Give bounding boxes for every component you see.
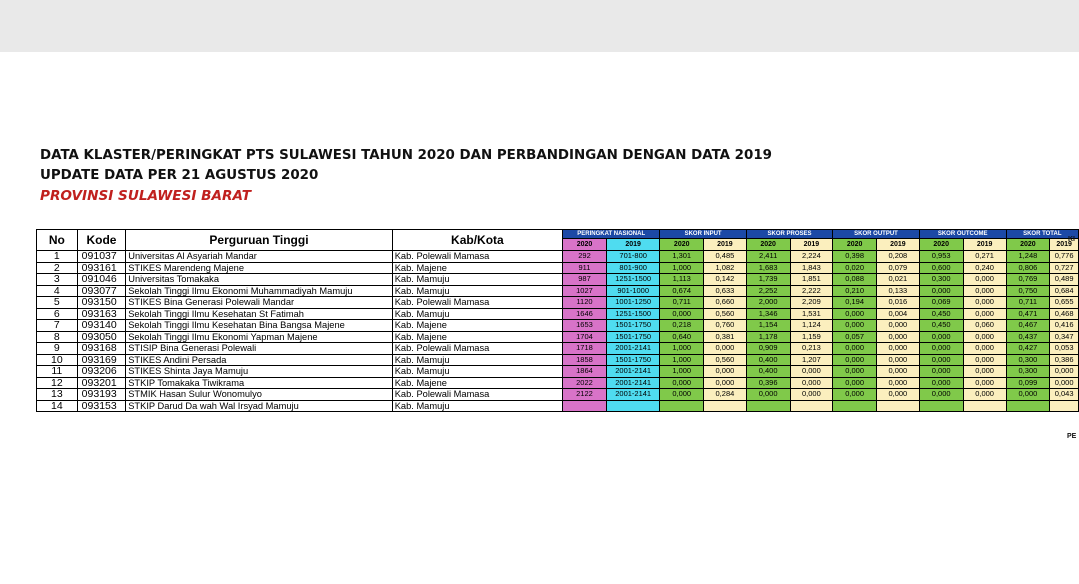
col-no-header: No <box>37 230 78 251</box>
cell-kode: 093140 <box>77 320 126 332</box>
cell-oc2020: 0,000 <box>919 377 963 389</box>
update-date: UPDATE DATA PER 21 AGUSTUS 2020 <box>40 168 319 183</box>
cell-tot2020: 0,467 <box>1006 320 1050 332</box>
cell-pr2019 <box>790 400 833 412</box>
cell-pr2020: 1,739 <box>746 274 790 286</box>
cell-rank2020: 2022 <box>563 377 607 389</box>
cell-kode: 093050 <box>77 331 126 343</box>
cell-rank2020: 1027 <box>563 285 607 297</box>
cell-oc2020: 0,600 <box>919 262 963 274</box>
cell-tot2020: 0,769 <box>1006 274 1050 286</box>
cell-in2020: 1,301 <box>660 251 704 263</box>
cell-out2019: 0,079 <box>876 262 919 274</box>
table-row <box>37 366 1079 378</box>
cell-pr2019: 2,224 <box>790 251 833 263</box>
cell-out2020: 0,000 <box>833 389 877 401</box>
cell-pt: Universitas Al Asyariah Mandar <box>126 251 393 263</box>
year-header-2019: 2019 <box>1050 239 1079 251</box>
cell-pt: Sekolah Tinggi Ilmu Kesehatan St Fatimah <box>126 308 393 320</box>
cell-oc2020: 0,953 <box>919 251 963 263</box>
cell-out2019: 0,000 <box>876 354 919 366</box>
cell-tot2020: 0,300 <box>1006 366 1050 378</box>
cell-in2019: 0,633 <box>704 285 747 297</box>
cell-no: 4 <box>37 285 78 297</box>
cell-oc2020: 0,450 <box>919 308 963 320</box>
cell-out2020: 0,000 <box>833 354 877 366</box>
document-title: DATA KLASTER/PERINGKAT PTS SULAWESI TAHUN 2020 DAN PERBANDINGAN DENGAN DATA 2019 <box>40 148 772 163</box>
cell-pt: STIKES Marendeng Majene <box>126 262 393 274</box>
cell-rank2019: 1501-1750 <box>606 331 659 343</box>
table-row <box>37 285 1079 297</box>
cell-oc2019: 0,000 <box>963 331 1006 343</box>
cell-rank2019: 1501-1750 <box>606 320 659 332</box>
cell-oc2020: 0,069 <box>919 297 963 309</box>
cell-rank2019 <box>606 400 659 412</box>
cell-in2020: 1,000 <box>660 262 704 274</box>
cell-kab: Kab. Majene <box>392 331 562 343</box>
cell-rank2020: 1120 <box>563 297 607 309</box>
cell-out2020: 0,398 <box>833 251 877 263</box>
cell-kode: 091046 <box>77 274 126 286</box>
table-row <box>37 308 1079 320</box>
col-pt-header: Perguruan Tinggi <box>126 230 393 251</box>
cell-pr2020: 1,154 <box>746 320 790 332</box>
cell-in2019: 0,284 <box>704 389 747 401</box>
top-bar <box>0 0 1079 52</box>
cell-no: 5 <box>37 297 78 309</box>
group-header-peringkat: PERINGKAT NASIONAL <box>563 230 660 239</box>
cell-oc2020: 0,000 <box>919 354 963 366</box>
year-header-2019: 2019 <box>704 239 747 251</box>
cell-out2019: 0,000 <box>876 320 919 332</box>
cell-tot2020: 0,806 <box>1006 262 1050 274</box>
cell-out2020: 0,000 <box>833 377 877 389</box>
cell-rank2020: 1864 <box>563 366 607 378</box>
cell-no: 7 <box>37 320 78 332</box>
cell-kab: Kab. Mamuju <box>392 354 562 366</box>
cell-in2019: 0,560 <box>704 308 747 320</box>
cell-tot2020: 0,300 <box>1006 354 1050 366</box>
cell-tot2019: 0,489 <box>1050 274 1079 286</box>
cell-pr2019: 1,531 <box>790 308 833 320</box>
cell-oc2019: 0,000 <box>963 308 1006 320</box>
group-header-total: SKOR TOTAL <box>1006 230 1078 239</box>
cell-no: 6 <box>37 308 78 320</box>
table-row <box>37 320 1079 332</box>
document-title-block <box>40 146 772 206</box>
cell-rank2020: 911 <box>563 262 607 274</box>
cell-out2019: 0,021 <box>876 274 919 286</box>
year-header-2020: 2020 <box>1006 239 1050 251</box>
cell-tot2019: 0,684 <box>1050 285 1079 297</box>
cell-out2019: 0,000 <box>876 389 919 401</box>
cell-tot2020: 0,437 <box>1006 331 1050 343</box>
cell-out2020: 0,210 <box>833 285 877 297</box>
cell-pr2019: 1,843 <box>790 262 833 274</box>
cell-rank2020: 1858 <box>563 354 607 366</box>
year-header-2020: 2020 <box>746 239 790 251</box>
cell-in2019: 0,381 <box>704 331 747 343</box>
cell-pt: STIKES Andini Persada <box>126 354 393 366</box>
cell-pr2020: 0,400 <box>746 354 790 366</box>
cell-kode: 093161 <box>77 262 126 274</box>
group-header-outcome: SKOR OUTCOME <box>919 230 1006 239</box>
cell-out2020: 0,194 <box>833 297 877 309</box>
cell-oc2019: 0,000 <box>963 354 1006 366</box>
cell-in2019: 0,485 <box>704 251 747 263</box>
cell-oc2020: 0,000 <box>919 366 963 378</box>
cell-pr2019: 0,000 <box>790 377 833 389</box>
cell-pr2019: 1,207 <box>790 354 833 366</box>
cell-pr2019: 1,159 <box>790 331 833 343</box>
year-header-2020: 2020 <box>563 239 607 251</box>
cell-kode: 093206 <box>77 366 126 378</box>
cell-in2019: 0,760 <box>704 320 747 332</box>
cell-no: 10 <box>37 354 78 366</box>
cell-out2019: 0,000 <box>876 366 919 378</box>
table-row <box>37 354 1079 366</box>
cell-out2019 <box>876 400 919 412</box>
table-row <box>37 297 1079 309</box>
cell-tot2019: 0,347 <box>1050 331 1079 343</box>
cell-tot2020: 1,248 <box>1006 251 1050 263</box>
cell-kab: Kab. Majene <box>392 320 562 332</box>
table-row <box>37 389 1079 401</box>
cell-oc2019: 0,000 <box>963 366 1006 378</box>
cell-oc2019 <box>963 400 1006 412</box>
table-row <box>37 274 1079 286</box>
cell-rank2020 <box>563 400 607 412</box>
cell-kab: Kab. Mamuju <box>392 285 562 297</box>
cell-in2020: 1,000 <box>660 354 704 366</box>
cell-no: 13 <box>37 389 78 401</box>
cell-pr2020: 2,000 <box>746 297 790 309</box>
cell-pr2020: 1,178 <box>746 331 790 343</box>
cell-no: 12 <box>37 377 78 389</box>
cell-out2020: 0,000 <box>833 320 877 332</box>
cell-in2019: 1,082 <box>704 262 747 274</box>
cell-out2019: 0,000 <box>876 331 919 343</box>
cell-oc2019: 0,060 <box>963 320 1006 332</box>
cell-kab: Kab. Mamuju <box>392 366 562 378</box>
cell-no: 2 <box>37 262 78 274</box>
cell-rank2019: 801-900 <box>606 262 659 274</box>
cell-oc2020: 0,300 <box>919 274 963 286</box>
cut-off-header-text: KI <box>1068 236 1075 243</box>
cell-kab: Kab. Mamuju <box>392 308 562 320</box>
cell-kode: 093201 <box>77 377 126 389</box>
cell-pt: Universitas Tomakaka <box>126 274 393 286</box>
cell-oc2019: 0,240 <box>963 262 1006 274</box>
cell-tot2019: 0,053 <box>1050 343 1079 355</box>
year-header-2019: 2019 <box>963 239 1006 251</box>
cell-out2020: 0,088 <box>833 274 877 286</box>
cell-in2019: 0,000 <box>704 366 747 378</box>
cell-in2020: 0,000 <box>660 308 704 320</box>
cell-kab: Kab. Polewali Mamasa <box>392 343 562 355</box>
cell-kode: 093193 <box>77 389 126 401</box>
cell-in2020: 1,000 <box>660 366 704 378</box>
header-row-groups <box>37 230 1079 239</box>
cell-in2019: 0,660 <box>704 297 747 309</box>
col-kode-header: Kode <box>77 230 126 251</box>
year-header-2020: 2020 <box>833 239 877 251</box>
cell-no: 8 <box>37 331 78 343</box>
cell-in2020: 0,000 <box>660 389 704 401</box>
cell-oc2020: 0,450 <box>919 320 963 332</box>
cell-out2020: 0,000 <box>833 366 877 378</box>
cell-tot2019: 0,000 <box>1050 366 1079 378</box>
cell-no: 11 <box>37 366 78 378</box>
cell-pt: Sekolah Tinggi Ilmu Ekonomi Muhammadiyah Mamuju <box>126 285 393 297</box>
cell-rank2020: 1718 <box>563 343 607 355</box>
cell-rank2019: 2001-2141 <box>606 366 659 378</box>
year-header-2020: 2020 <box>660 239 704 251</box>
cell-tot2019: 0,655 <box>1050 297 1079 309</box>
cell-rank2020: 987 <box>563 274 607 286</box>
cell-in2020: 1,000 <box>660 343 704 355</box>
cell-tot2019: 0,776 <box>1050 251 1079 263</box>
cell-pr2020: 0,396 <box>746 377 790 389</box>
table-row <box>37 343 1079 355</box>
province-name: PROVINSI SULAWESI BARAT <box>40 188 252 204</box>
cell-out2020: 0,000 <box>833 308 877 320</box>
cell-pr2019: 0,000 <box>790 366 833 378</box>
cell-pr2020: 0,909 <box>746 343 790 355</box>
cell-no: 3 <box>37 274 78 286</box>
cell-rank2020: 2122 <box>563 389 607 401</box>
table-row <box>37 400 1079 412</box>
cell-oc2019: 0,000 <box>963 389 1006 401</box>
cell-tot2019: 0,727 <box>1050 262 1079 274</box>
cell-pr2020: 1,683 <box>746 262 790 274</box>
cell-kode: 093168 <box>77 343 126 355</box>
cell-pt: STIKES Bina Generasi Polewali Mandar <box>126 297 393 309</box>
cell-in2019: 0,560 <box>704 354 747 366</box>
cell-out2019: 0,000 <box>876 377 919 389</box>
cell-out2019: 0,133 <box>876 285 919 297</box>
cell-rank2019: 901-1000 <box>606 285 659 297</box>
cell-tot2020: 0,750 <box>1006 285 1050 297</box>
cell-out2019: 0,000 <box>876 343 919 355</box>
cell-kab: Kab. Mamuju <box>392 400 562 412</box>
cell-kode: 093169 <box>77 354 126 366</box>
cell-kode: 093077 <box>77 285 126 297</box>
cell-out2020: 0,000 <box>833 343 877 355</box>
ranking-table <box>36 229 1079 412</box>
cell-rank2019: 1001-1250 <box>606 297 659 309</box>
cell-oc2020: 0,000 <box>919 389 963 401</box>
cut-off-row-text: PE <box>1067 433 1077 440</box>
cell-pr2020: 0,000 <box>746 389 790 401</box>
cell-rank2019: 1501-1750 <box>606 354 659 366</box>
cell-oc2020: 0,000 <box>919 285 963 297</box>
group-header-output: SKOR OUTPUT <box>833 230 919 239</box>
cell-pr2020: 2,411 <box>746 251 790 263</box>
cell-pr2019: 2,209 <box>790 297 833 309</box>
cell-rank2020: 1704 <box>563 331 607 343</box>
year-header-2019: 2019 <box>606 239 659 251</box>
cell-out2020: 0,020 <box>833 262 877 274</box>
cell-rank2019: 1251-1500 <box>606 274 659 286</box>
cell-rank2019: 2001-2141 <box>606 389 659 401</box>
cell-out2019: 0,004 <box>876 308 919 320</box>
cell-tot2019: 0,416 <box>1050 320 1079 332</box>
cell-tot2019 <box>1050 400 1079 412</box>
cell-kab: Kab. Majene <box>392 377 562 389</box>
cell-rank2020: 292 <box>563 251 607 263</box>
cell-no: 14 <box>37 400 78 412</box>
table-body <box>37 251 1079 412</box>
cell-oc2020: 0,000 <box>919 331 963 343</box>
cell-kode: 091037 <box>77 251 126 263</box>
group-header-proses: SKOR PROSES <box>746 230 832 239</box>
cell-tot2019: 0,000 <box>1050 377 1079 389</box>
cell-kab: Kab. Polewali Mamasa <box>392 251 562 263</box>
year-header-2020: 2020 <box>919 239 963 251</box>
cell-in2020: 0,218 <box>660 320 704 332</box>
cell-pr2019: 2,222 <box>790 285 833 297</box>
cell-in2020: 0,640 <box>660 331 704 343</box>
cell-pt: Sekolah Tinggi Ilmu Ekonomi Yapman Majene <box>126 331 393 343</box>
cell-tot2019: 0,043 <box>1050 389 1079 401</box>
cell-pt: Sekolah Tinggi Ilmu Kesehatan Bina Bangsa Majene <box>126 320 393 332</box>
cell-kode: 093150 <box>77 297 126 309</box>
cell-no: 1 <box>37 251 78 263</box>
cell-in2020: 1,113 <box>660 274 704 286</box>
cell-in2019: 0,000 <box>704 377 747 389</box>
cell-pr2019: 0,213 <box>790 343 833 355</box>
cell-in2019: 0,000 <box>704 343 747 355</box>
cell-oc2019: 0,000 <box>963 297 1006 309</box>
cell-pr2019: 1,851 <box>790 274 833 286</box>
cell-pt: STKIP Darud Da wah Wal Irsyad Mamuju <box>126 400 393 412</box>
cell-oc2019: 0,000 <box>963 343 1006 355</box>
table-row <box>37 377 1079 389</box>
cell-rank2019: 2001-2141 <box>606 343 659 355</box>
cell-oc2019: 0,000 <box>963 274 1006 286</box>
cell-pt: STIKES Shinta Jaya Mamuju <box>126 366 393 378</box>
cell-rank2019: 701-800 <box>606 251 659 263</box>
cell-tot2019: 0,386 <box>1050 354 1079 366</box>
group-header-input: SKOR INPUT <box>660 230 746 239</box>
cell-rank2020: 1653 <box>563 320 607 332</box>
cell-kab: Kab. Polewali Mamasa <box>392 297 562 309</box>
cell-tot2020: 0,711 <box>1006 297 1050 309</box>
cell-rank2019: 2001-2141 <box>606 377 659 389</box>
cell-in2020: 0,711 <box>660 297 704 309</box>
cell-pr2020: 1,346 <box>746 308 790 320</box>
col-kab-header: Kab/Kota <box>392 230 562 251</box>
cell-tot2020 <box>1006 400 1050 412</box>
cell-tot2019: 0,468 <box>1050 308 1079 320</box>
cell-oc2020 <box>919 400 963 412</box>
cell-kab: Kab. Polewali Mamasa <box>392 389 562 401</box>
cell-out2020: 0,057 <box>833 331 877 343</box>
cell-out2019: 0,208 <box>876 251 919 263</box>
cell-in2020: 0,000 <box>660 377 704 389</box>
cell-tot2020: 0,471 <box>1006 308 1050 320</box>
cell-no: 9 <box>37 343 78 355</box>
cell-oc2019: 0,000 <box>963 285 1006 297</box>
cell-pt: STMIK Hasan Sulur Wonomulyo <box>126 389 393 401</box>
cell-oc2020: 0,000 <box>919 343 963 355</box>
cell-pr2019: 0,000 <box>790 389 833 401</box>
cell-rank2020: 1646 <box>563 308 607 320</box>
table-row <box>37 251 1079 263</box>
cell-in2020 <box>660 400 704 412</box>
cell-out2020 <box>833 400 877 412</box>
cell-tot2020: 0,000 <box>1006 389 1050 401</box>
year-header-2019: 2019 <box>876 239 919 251</box>
cell-pt: STISIP Bina Generasi Polewali <box>126 343 393 355</box>
cell-pr2020: 0,400 <box>746 366 790 378</box>
table-row <box>37 331 1079 343</box>
cell-kab: Kab. Mamuju <box>392 274 562 286</box>
cell-in2020: 0,674 <box>660 285 704 297</box>
cell-kab: Kab. Majene <box>392 262 562 274</box>
cell-pr2020 <box>746 400 790 412</box>
table-row <box>37 262 1079 274</box>
cell-pr2019: 1,124 <box>790 320 833 332</box>
cell-tot2020: 0,427 <box>1006 343 1050 355</box>
cell-oc2019: 0,271 <box>963 251 1006 263</box>
cell-oc2019: 0,000 <box>963 377 1006 389</box>
cell-tot2020: 0,099 <box>1006 377 1050 389</box>
year-header-2019: 2019 <box>790 239 833 251</box>
cell-rank2019: 1251-1500 <box>606 308 659 320</box>
cell-pt: STKIP Tomakaka Tiwikrama <box>126 377 393 389</box>
cell-kode: 093153 <box>77 400 126 412</box>
cell-in2019 <box>704 400 747 412</box>
cell-kode: 093163 <box>77 308 126 320</box>
cell-pr2020: 2,252 <box>746 285 790 297</box>
cell-out2019: 0,016 <box>876 297 919 309</box>
cell-in2019: 0,142 <box>704 274 747 286</box>
